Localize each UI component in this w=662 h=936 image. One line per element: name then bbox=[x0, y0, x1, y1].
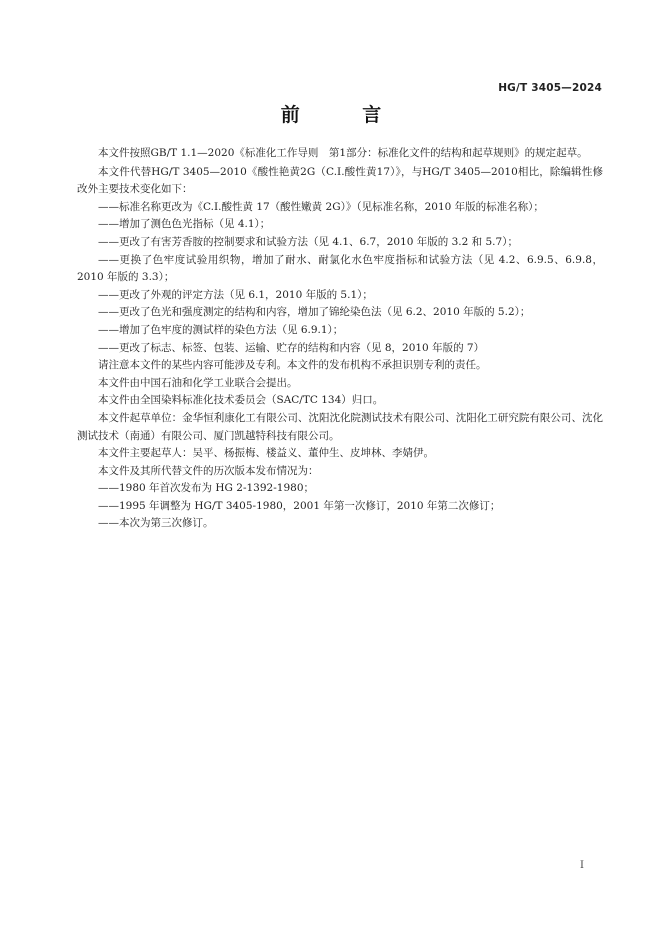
change-item: ——增加了测色色光指标（见 4.1）； bbox=[98, 218, 271, 231]
history-item: ——1995 年调整为 HG/T 3405-1980，2001 年第一次修订，2010 年第二次修订； bbox=[98, 499, 501, 512]
change-item: ——更换了色牢度试验用织物，增加了耐水、耐氯化水色牢度指标和试验方法（见 4.2、6.9.5、6.9.8，2010 年版的 3.3）； bbox=[77, 253, 603, 284]
document-code: HG/T 3405—2024 bbox=[498, 82, 602, 94]
paragraph-drafting-basis: 本文件按照GB/T 1.1—2020《标准化工作导则 第1部分：标准化文件的结构和起草规则》的规定起草。 bbox=[98, 147, 588, 159]
preface-body bbox=[77, 145, 603, 533]
change-item: ——标准名称更改为《C.I.酸性黄 17（酸性嫩黄 2G）》（见标准名称，2010 年版的标准名称）； bbox=[98, 200, 544, 213]
paragraph-replacement: 本文件代替HG/T 3405—2010《酸性艳黄2G（C.I.酸性黄17）》，与HG/T 3405—2010相比，除编辑性修改外主要技术变化如下： bbox=[77, 165, 603, 196]
paragraph-patent-notice: 请注意本文件的某些内容可能涉及专利。本文件的发布机构不承担识别专利的责任。 bbox=[98, 359, 487, 372]
page-number: I bbox=[580, 860, 584, 871]
paragraph-drafting-units: 本文件起草单位：金华恒利康化工有限公司、沈阳沈化院测试技术有限公司、沈阳化工研究院有限公司、沈化测试技术（南通）有限公司、厦门凯越特科技有限公司。 bbox=[77, 411, 603, 442]
paragraph-proposer: 本文件由中国石油和化学工业联合会提出。 bbox=[98, 376, 298, 389]
change-item: ——更改了外观的评定方法（见 6.1，2010 年版的 5.1）； bbox=[98, 288, 373, 301]
change-item: ——增加了色牢度的测试样的染色方法（见 6.9.1）； bbox=[98, 323, 344, 336]
change-item: ——更改了有害芳香胺的控制要求和试验方法（见 4.1、6.7，2010 年版的 3.2 和 5.7）； bbox=[98, 235, 518, 248]
history-item: ——1980 年首次发布为 HG 2-1392-1980； bbox=[98, 482, 314, 495]
history-item: ——本次为第三次修订。 bbox=[98, 517, 214, 530]
paragraph-drafters: 本文件主要起草人：吴平、杨振梅、楼益义、董仲生、皮坤林、李婧伊。 bbox=[98, 447, 434, 460]
change-item: ——更改了标志、标签、包装、运输、贮存的结构和内容（见 8，2010 年版的 7） bbox=[98, 341, 485, 354]
page-title: 前 言 bbox=[280, 104, 410, 126]
change-item: ——更改了色光和强度测定的结构和内容，增加了锦纶染色法（见 6.2、2010 年版的 5.2）； bbox=[98, 306, 531, 319]
paragraph-history-intro: 本文件及其所代替文件的历次版本发布情况为： bbox=[98, 464, 319, 477]
paragraph-committee: 本文件由全国染料标准化技术委员会（SAC/TC 134）归口。 bbox=[98, 394, 384, 407]
